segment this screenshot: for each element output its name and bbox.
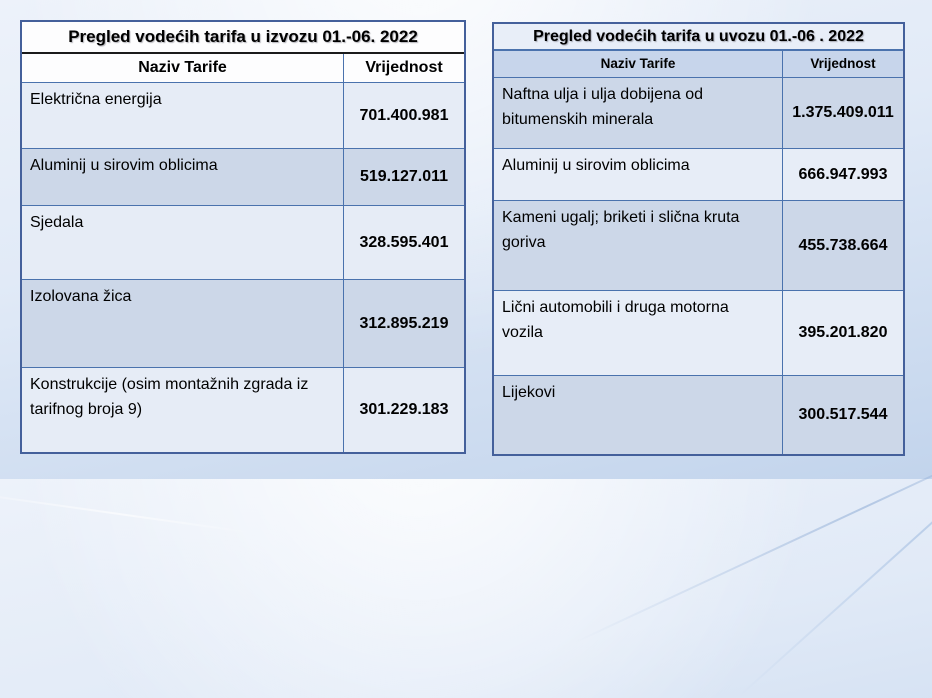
tariff-value-cell: 666.947.993 [798, 165, 888, 183]
tariff-name-cell: Aluminij u sirovim oblicima [494, 149, 783, 200]
tariff-value-cell: 328.595.401 [359, 233, 449, 251]
tariff-name-cell: Konstrukcije (osim montažnih zgrada iz tarifnog broja 9) [22, 368, 344, 452]
export-table-title: Pregled vodećih tarifa u izvozu 01.-06. 2022 [22, 22, 464, 54]
table-row [494, 149, 903, 201]
import-table-title: Pregled vodećih tarifa u uvozu 01.-06 . 2022 [494, 24, 903, 51]
tariff-value-cell: 1.375.409.011 [792, 104, 894, 121]
table-row [22, 149, 464, 206]
tariff-value-cell: 312.895.219 [359, 314, 449, 332]
import-table-header-row [494, 51, 903, 78]
tariff-name-cell: Kameni ugalj; briketi i slična kruta goriva [494, 201, 783, 290]
background-swoosh-line [574, 447, 932, 643]
column-header-name: Naziv Tarife [494, 51, 783, 77]
tariff-name-cell: Izolovana žica [22, 280, 344, 367]
tariff-value-cell: 519.127.011 [359, 168, 449, 185]
tariff-name-cell: Sjedala [22, 206, 344, 279]
export-table-body [22, 83, 464, 452]
table-row [22, 206, 464, 280]
table-row [22, 368, 464, 452]
tariff-name-cell: Električna energija [22, 83, 344, 148]
tariff-name-cell: Naftna ulja i ulja dobijena od bitumenskih minerala [494, 78, 783, 148]
column-header-value: Vrijednost [365, 59, 443, 76]
table-row [494, 376, 903, 454]
column-header-name: Naziv Tarife [22, 54, 344, 82]
table-row [494, 78, 903, 149]
tariff-value-cell: 300.517.544 [798, 406, 888, 423]
export-table-header-row [22, 54, 464, 83]
import-tariffs-table [492, 22, 905, 456]
import-table-body [494, 78, 903, 454]
tariff-name-cell: Lični automobili i druga motorna vozila [494, 291, 783, 375]
tariff-value-cell: 701.400.981 [359, 106, 449, 124]
table-row [494, 201, 903, 291]
column-header-value: Vrijednost [810, 56, 876, 71]
table-row [22, 83, 464, 149]
tariff-value-cell: 395.201.820 [798, 324, 888, 341]
tariff-value-cell: 301.229.183 [359, 401, 449, 418]
background-swoosh-line [738, 496, 932, 698]
table-row [494, 291, 903, 376]
tariff-value-cell: 455.738.664 [798, 236, 888, 254]
tariff-name-cell: Aluminij u sirovim oblicima [22, 149, 344, 205]
tariff-name-cell: Lijekovi [494, 376, 783, 454]
background-swoosh-line [0, 485, 257, 534]
table-row [22, 280, 464, 368]
export-tariffs-table [20, 20, 466, 454]
